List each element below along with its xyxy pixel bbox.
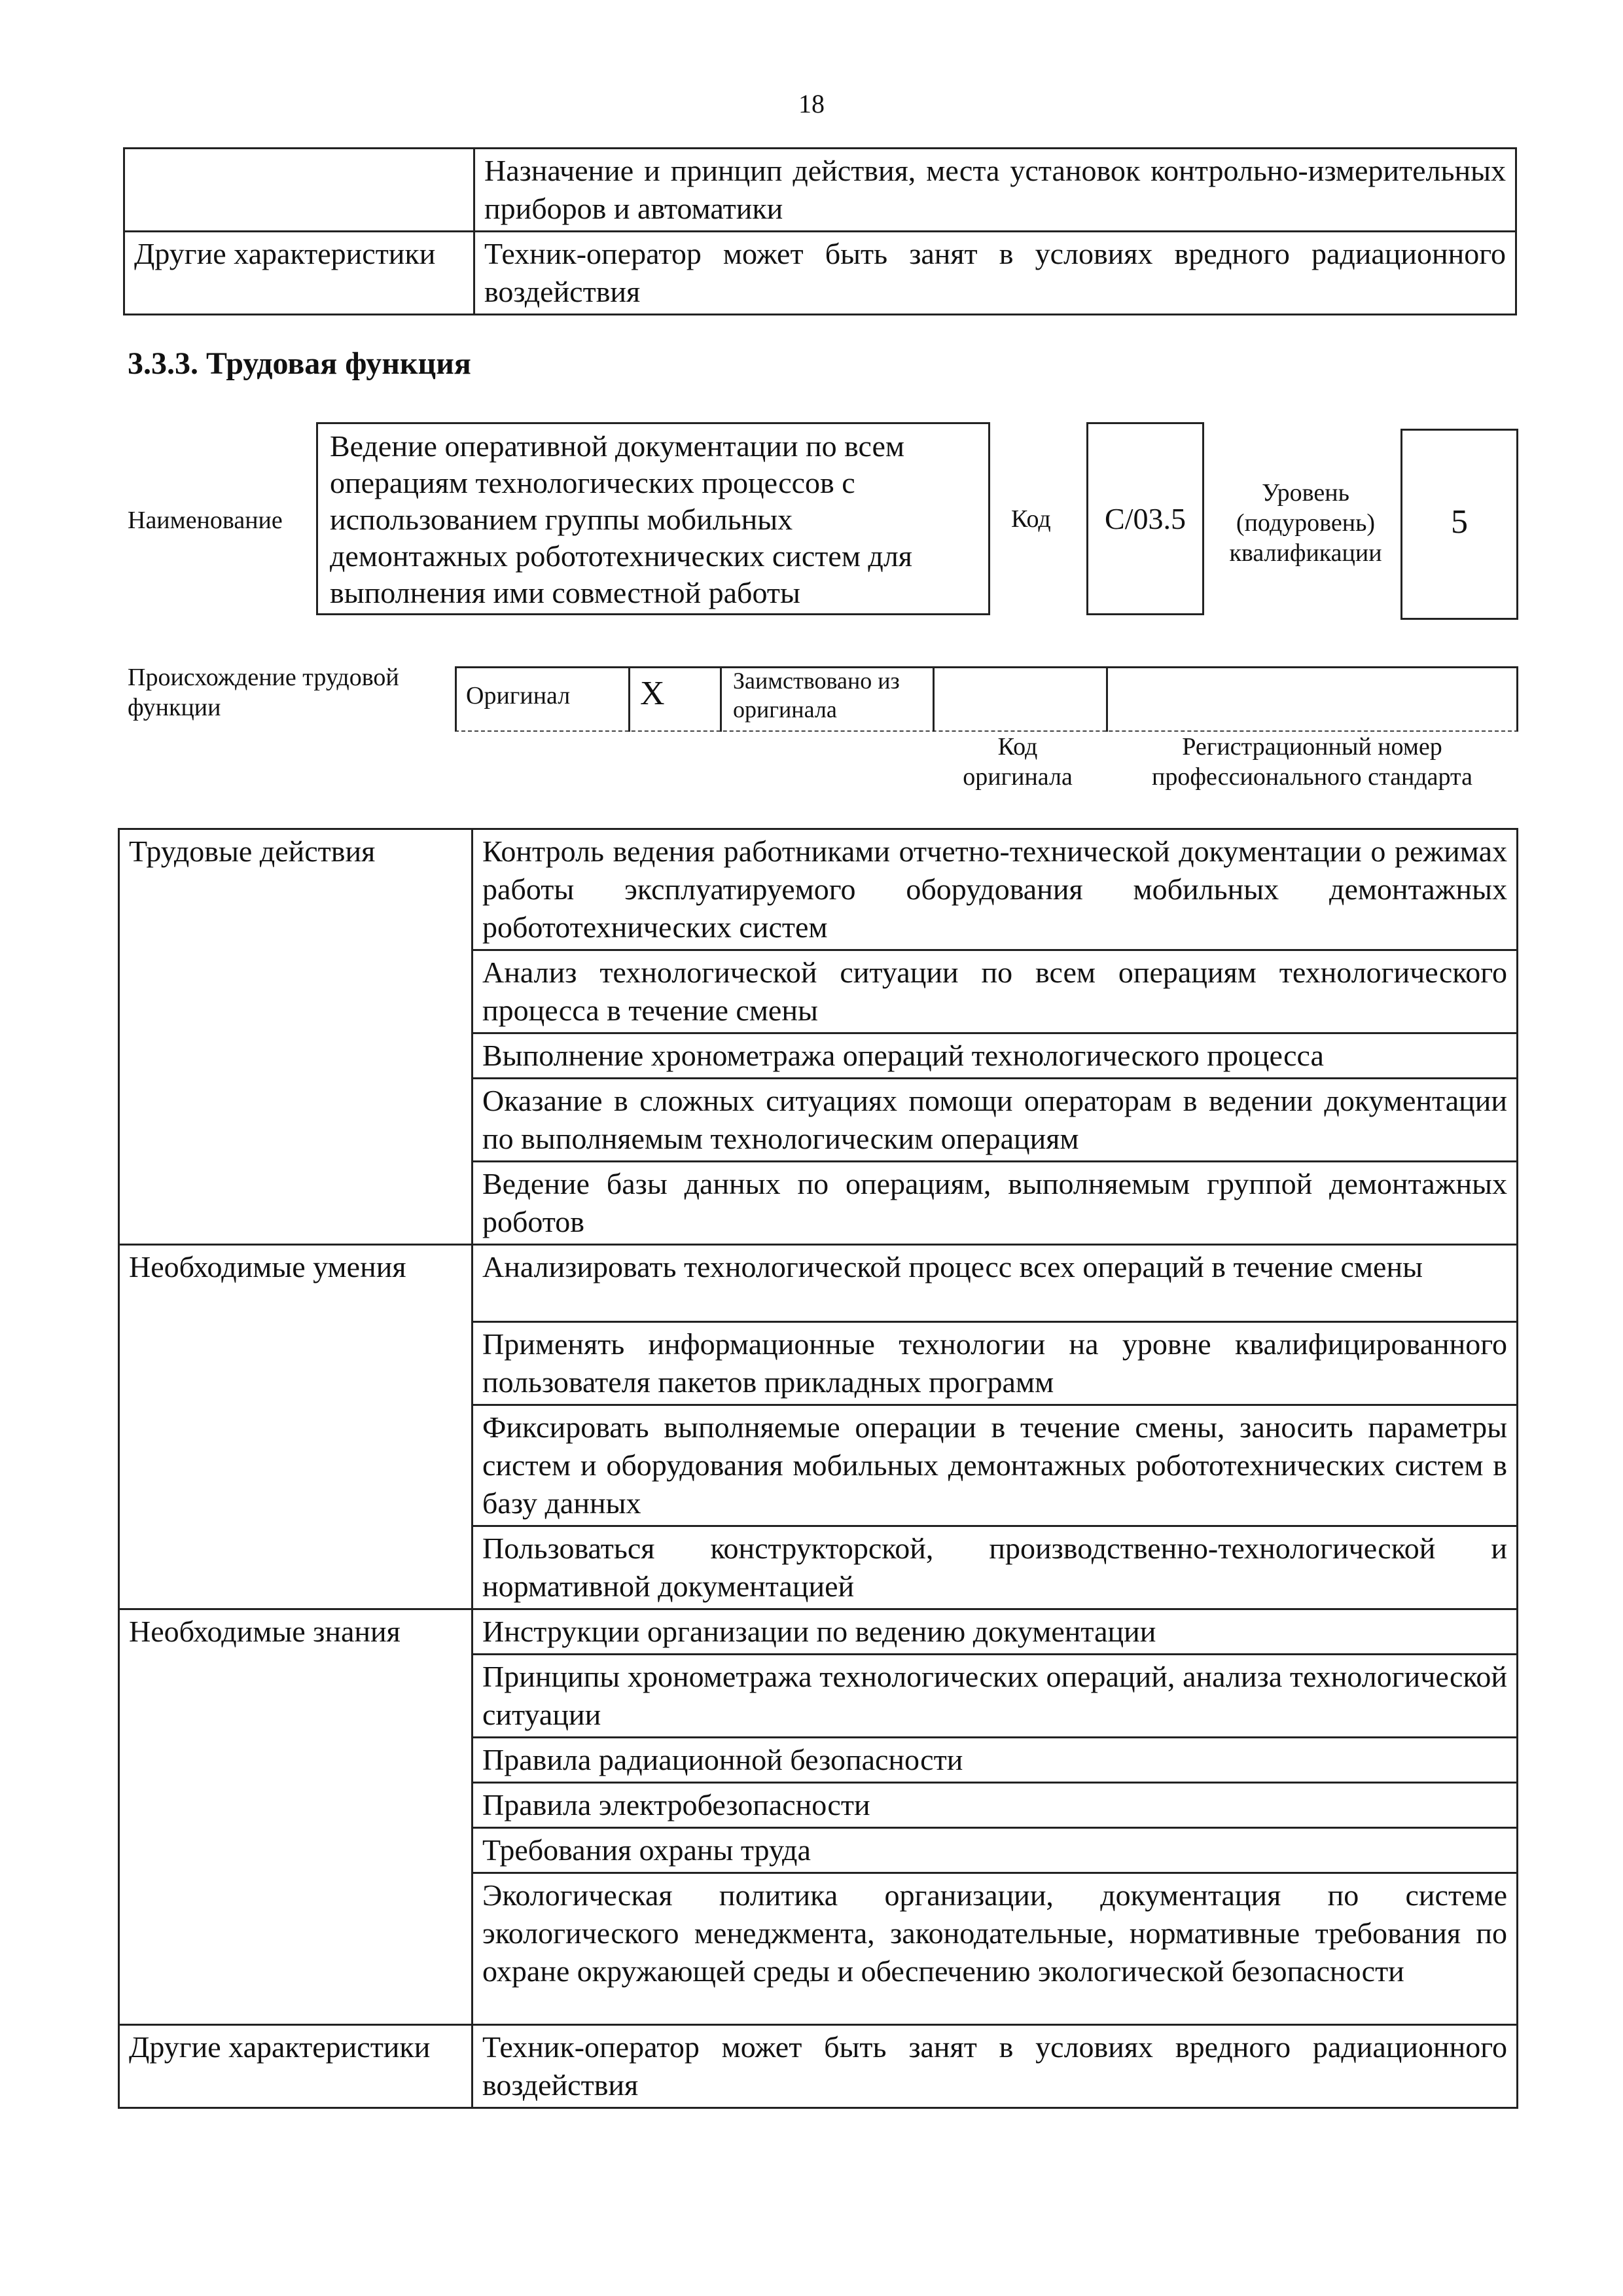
- prev-table-empty-cell: [124, 149, 474, 232]
- action-item: Контроль ведения работниками отчетно-технической документации о режимах работы эксплуатируемого оборудования мобильных демонтажных робототехнических систем: [473, 829, 1518, 950]
- page-number: 18: [798, 89, 825, 118]
- function-code: C/03.5: [1086, 422, 1204, 615]
- origin-borrowed: Заимствовано из оригинала: [733, 668, 900, 723]
- action-item: Оказание в сложных ситуациях помощи операторам в ведении документации по выполняемым технологическим операциям: [473, 1079, 1518, 1162]
- section-title: 3.3.3. Трудовая функция: [128, 346, 471, 381]
- skills-label: Необходимые умения: [119, 1245, 473, 1609]
- knowledge-item: Правила радиационной безопасности: [473, 1738, 1518, 1783]
- knowledge-item: Принципы хронометража технологических операций, анализа технологической ситуации: [473, 1655, 1518, 1738]
- knowledge-label: Необходимые знания: [119, 1609, 473, 2025]
- main-table: [118, 828, 1518, 2109]
- prev-table-row1: Назначение и принцип действия, места установок контрольно-измерительных приборов и автоматики: [474, 149, 1516, 232]
- actions-label: Трудовые действия: [119, 829, 473, 1245]
- knowledge-item: Требования охраны труда: [473, 1828, 1518, 1873]
- action-item: Ведение базы данных по операциям, выполняемым группой демонтажных роботов: [473, 1162, 1518, 1245]
- name-label: Наименование: [128, 507, 283, 534]
- level-value: 5: [1400, 429, 1518, 620]
- caption-code: Код оригинала: [963, 733, 1073, 791]
- prev-table: [123, 147, 1517, 315]
- skill-item: Анализировать технологической процесс всех операций в течение смены: [473, 1245, 1518, 1322]
- prev-table-label: Другие характеристики: [124, 232, 474, 315]
- action-item: Выполнение хронометража операций технологического процесса: [473, 1033, 1518, 1079]
- origin-mark: X: [640, 675, 665, 712]
- origin-divider-4: [1106, 666, 1108, 732]
- action-item: Анализ технологической ситуации по всем операциям технологического процесса в течение смены: [473, 950, 1518, 1033]
- knowledge-item: Инструкции организации по ведению документации: [473, 1609, 1518, 1655]
- origin-divider-1: [628, 666, 630, 732]
- origin-frame: [455, 666, 1518, 732]
- origin-label: Происхождение трудовой функции: [128, 664, 399, 721]
- skill-item: Пользоваться конструкторской, производственно-технологической и нормативной документацией: [473, 1526, 1518, 1609]
- knowledge-item: Экологическая политика организации, документация по системе экологического менеджмента, законодательные, нормативные требования по охране окружающей среды и обеспечению экологической безопасности: [473, 1873, 1518, 2025]
- function-name: Ведение оперативной документации по всем операциям технологических процессов с использованием группы мобильных демонтажных робототехнических систем для выполнения ими совместной работы: [316, 422, 990, 615]
- skill-item: Применять информационные технологии на уровне квалифицированного пользователя пакетов прикладных программ: [473, 1322, 1518, 1405]
- code-label: Код: [1011, 505, 1051, 533]
- skill-item: Фиксировать выполняемые операции в течение смены, заносить параметры систем и оборудования мобильных демонтажных робототехнических систем в базу данных: [473, 1405, 1518, 1526]
- origin-divider-2: [720, 666, 722, 732]
- origin-divider-3: [933, 666, 935, 732]
- prev-table-row2: Техник-оператор может быть занят в условиях вредного радиационного воздействия: [474, 232, 1516, 315]
- other-text: Техник-оператор может быть занят в условиях вредного радиационного воздействия: [473, 2025, 1518, 2108]
- caption-reg: Регистрационный номер профессионального стандарта: [1152, 733, 1472, 791]
- origin-original: Оригинал: [466, 682, 571, 709]
- knowledge-item: Правила электробезопасности: [473, 1783, 1518, 1828]
- other-label: Другие характеристики: [119, 2025, 473, 2108]
- level-label: Уровень (подуровень) квалификации: [1229, 479, 1382, 567]
